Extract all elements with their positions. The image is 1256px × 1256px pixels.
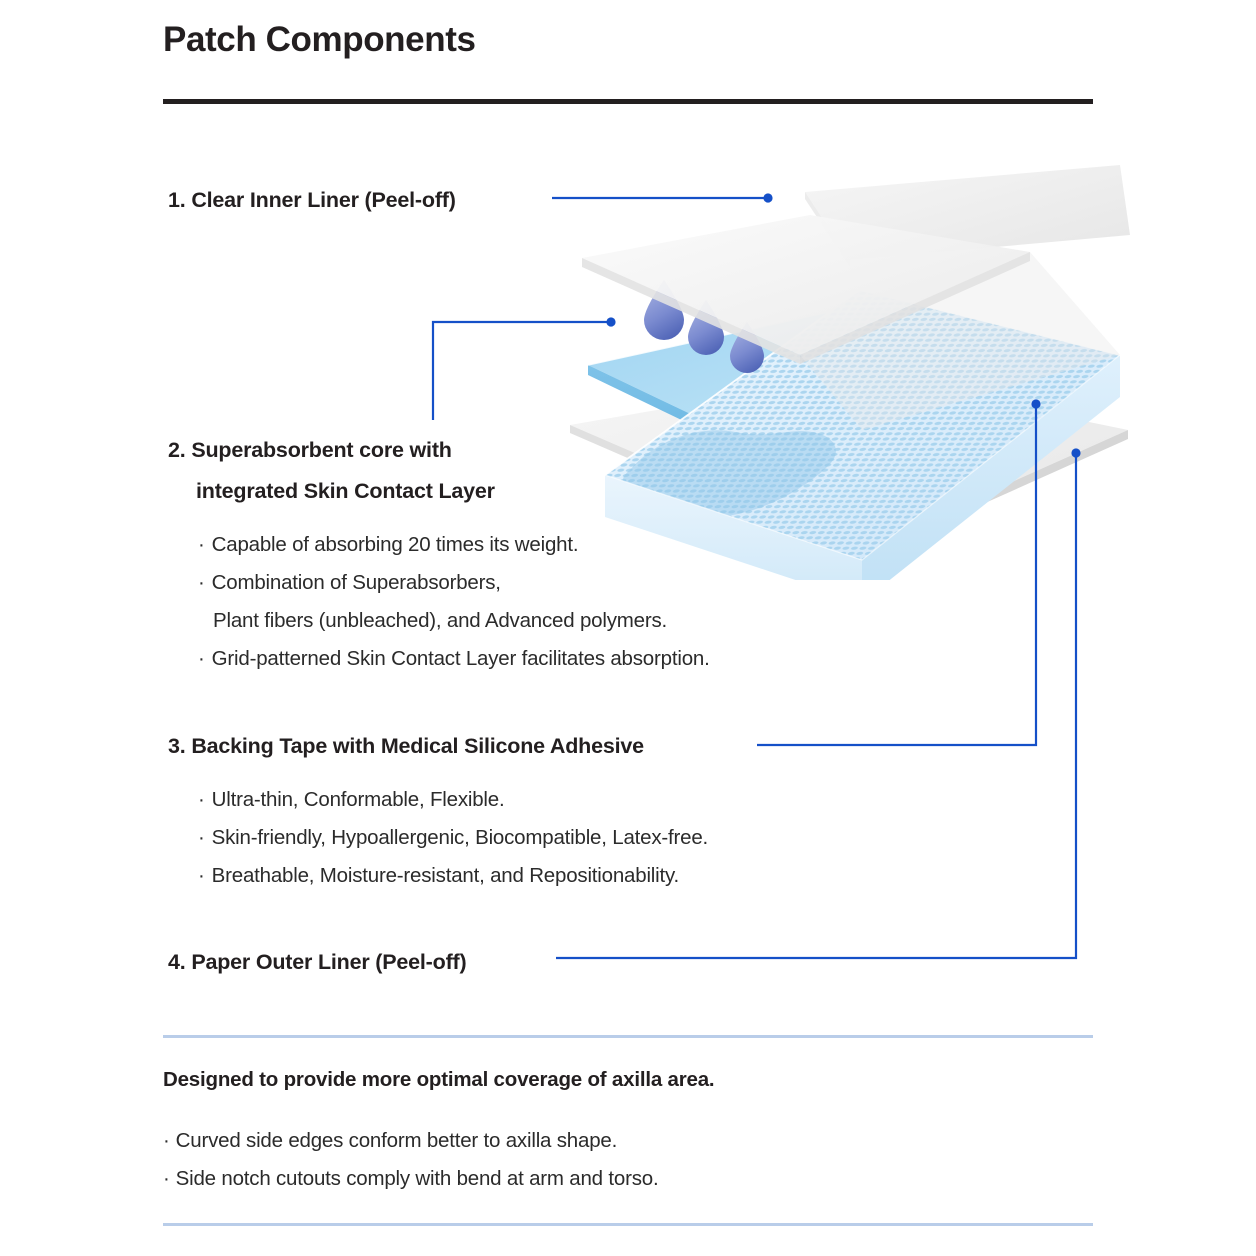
list-item-text: Side notch cutouts comply with bend at arm and torso.	[175, 1167, 659, 1190]
list-item	[198, 526, 710, 564]
section-superabsorbent-core	[168, 430, 710, 678]
bullet-glyph: ·	[198, 533, 205, 556]
section-4-title: Paper Outer Liner (Peel-off)	[191, 950, 467, 974]
list-item-text: Curved side edges conform better to axilla shape.	[175, 1129, 618, 1152]
bullet-glyph: ·	[198, 571, 205, 594]
section-2-bullet-list	[168, 526, 710, 678]
list-item	[198, 564, 710, 640]
list-item	[198, 640, 710, 678]
section-3-heading	[168, 726, 708, 767]
section-4-heading	[168, 942, 466, 983]
list-item-text: Grid-patterned Skin Contact Layer facilitates absorption.	[211, 647, 710, 670]
section-3-title: Backing Tape with Medical Silicone Adhesive	[191, 734, 644, 758]
section-3-number: 3.	[168, 734, 186, 758]
page-title: Patch Components	[163, 20, 476, 59]
list-item-text-continued: Plant fibers (unbleached), and Advanced polymers.	[213, 609, 668, 632]
list-item	[163, 1122, 658, 1160]
section-2-number: 2.	[168, 438, 186, 462]
list-item-text: Breathable, Moisture-resistant, and Repositionability.	[211, 864, 680, 887]
bullet-glyph: ·	[198, 826, 205, 849]
list-item	[198, 857, 708, 895]
section-1-number: 1.	[168, 188, 186, 212]
section-1-heading	[168, 180, 456, 221]
list-item-text: Skin-friendly, Hypoallergenic, Biocompatible, Latex-free.	[211, 826, 709, 849]
footer-bullet-list	[163, 1122, 658, 1198]
section-2-heading	[168, 430, 710, 512]
list-item-text: Combination of Superabsorbers,	[211, 571, 501, 594]
section-3-bullet-list	[168, 781, 708, 895]
list-item-text: Ultra-thin, Conformable, Flexible.	[211, 788, 505, 811]
section-2-title: Superabsorbent core with	[191, 438, 452, 462]
list-item	[198, 819, 708, 857]
section-backing-tape	[168, 726, 708, 895]
bullet-glyph: ·	[198, 647, 205, 670]
bullet-glyph: ·	[163, 1129, 170, 1152]
bullet-glyph: ·	[198, 788, 205, 811]
footer-divider-top	[163, 1035, 1093, 1038]
footer-heading: Designed to provide more optimal coverage of axilla area.	[163, 1068, 715, 1091]
list-item-text: Capable of absorbing 20 times its weight.	[211, 533, 579, 556]
section-paper-outer-liner	[168, 942, 466, 983]
list-item	[163, 1160, 658, 1198]
section-clear-inner-liner	[168, 180, 456, 221]
bullet-glyph: ·	[163, 1167, 170, 1190]
section-1-title: Clear Inner Liner (Peel-off)	[191, 188, 456, 212]
title-divider	[163, 99, 1093, 104]
footer-divider-bottom	[163, 1223, 1093, 1226]
list-item	[198, 781, 708, 819]
bullet-glyph: ·	[198, 864, 205, 887]
section-4-number: 4.	[168, 950, 186, 974]
section-2-title-line2: integrated Skin Contact Layer	[196, 479, 495, 503]
